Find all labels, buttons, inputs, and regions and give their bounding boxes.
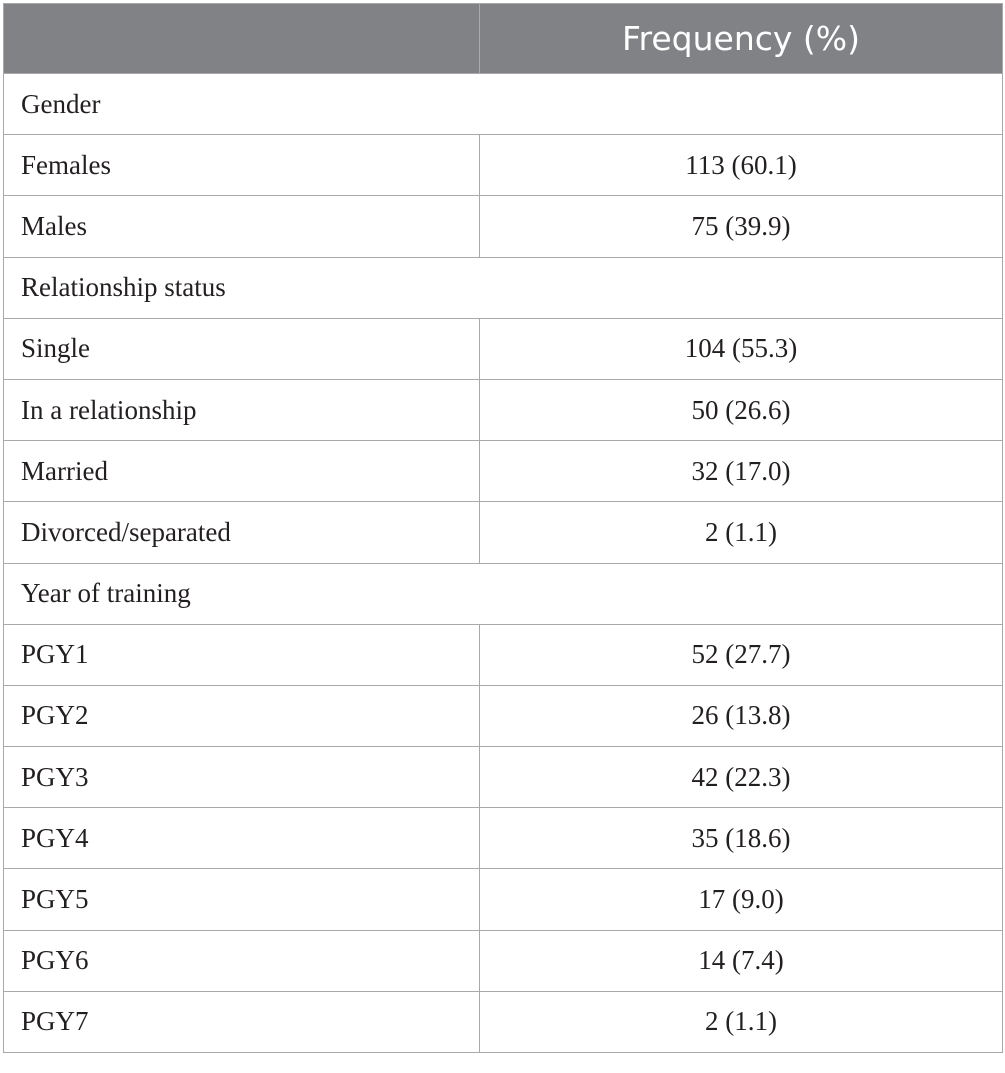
row-label: PGY5 (4, 869, 480, 930)
table-row (4, 747, 1003, 808)
table-row (4, 808, 1003, 869)
row-value: 113 (60.1) (480, 135, 1003, 196)
table-row (4, 502, 1003, 563)
row-value: 14 (7.4) (480, 930, 1003, 991)
section-label: Year of training (4, 563, 1003, 624)
row-value: 52 (27.7) (480, 624, 1003, 685)
row-label: PGY4 (4, 808, 480, 869)
table-row (4, 930, 1003, 991)
row-value: 2 (1.1) (480, 502, 1003, 563)
row-label: PGY3 (4, 747, 480, 808)
row-value: 2 (1.1) (480, 991, 1003, 1052)
section-row (4, 74, 1003, 135)
table-row (4, 196, 1003, 257)
table-header-row (4, 4, 1003, 74)
table-row (4, 379, 1003, 440)
table-row (4, 318, 1003, 379)
row-value: 75 (39.9) (480, 196, 1003, 257)
row-label: Single (4, 318, 480, 379)
row-value: 32 (17.0) (480, 441, 1003, 502)
row-label: PGY7 (4, 991, 480, 1052)
section-label: Relationship status (4, 257, 1003, 318)
row-value: 17 (9.0) (480, 869, 1003, 930)
section-label: Gender (4, 74, 1003, 135)
table-row (4, 624, 1003, 685)
row-label: Married (4, 441, 480, 502)
table-row (4, 135, 1003, 196)
row-value: 50 (26.6) (480, 379, 1003, 440)
table-row (4, 685, 1003, 746)
table-row (4, 441, 1003, 502)
table-row (4, 869, 1003, 930)
section-row (4, 257, 1003, 318)
row-value: 26 (13.8) (480, 685, 1003, 746)
row-label: Males (4, 196, 480, 257)
row-label: PGY6 (4, 930, 480, 991)
row-label: In a relationship (4, 379, 480, 440)
section-row (4, 563, 1003, 624)
row-value: 35 (18.6) (480, 808, 1003, 869)
header-cell-blank (4, 4, 480, 74)
row-label: Divorced/separated (4, 502, 480, 563)
row-value: 42 (22.3) (480, 747, 1003, 808)
row-label: Females (4, 135, 480, 196)
table-row (4, 991, 1003, 1052)
row-label: PGY1 (4, 624, 480, 685)
row-value: 104 (55.3) (480, 318, 1003, 379)
row-label: PGY2 (4, 685, 480, 746)
frequency-table (3, 3, 1003, 1053)
header-cell-frequency: Frequency (%) (480, 4, 1003, 74)
